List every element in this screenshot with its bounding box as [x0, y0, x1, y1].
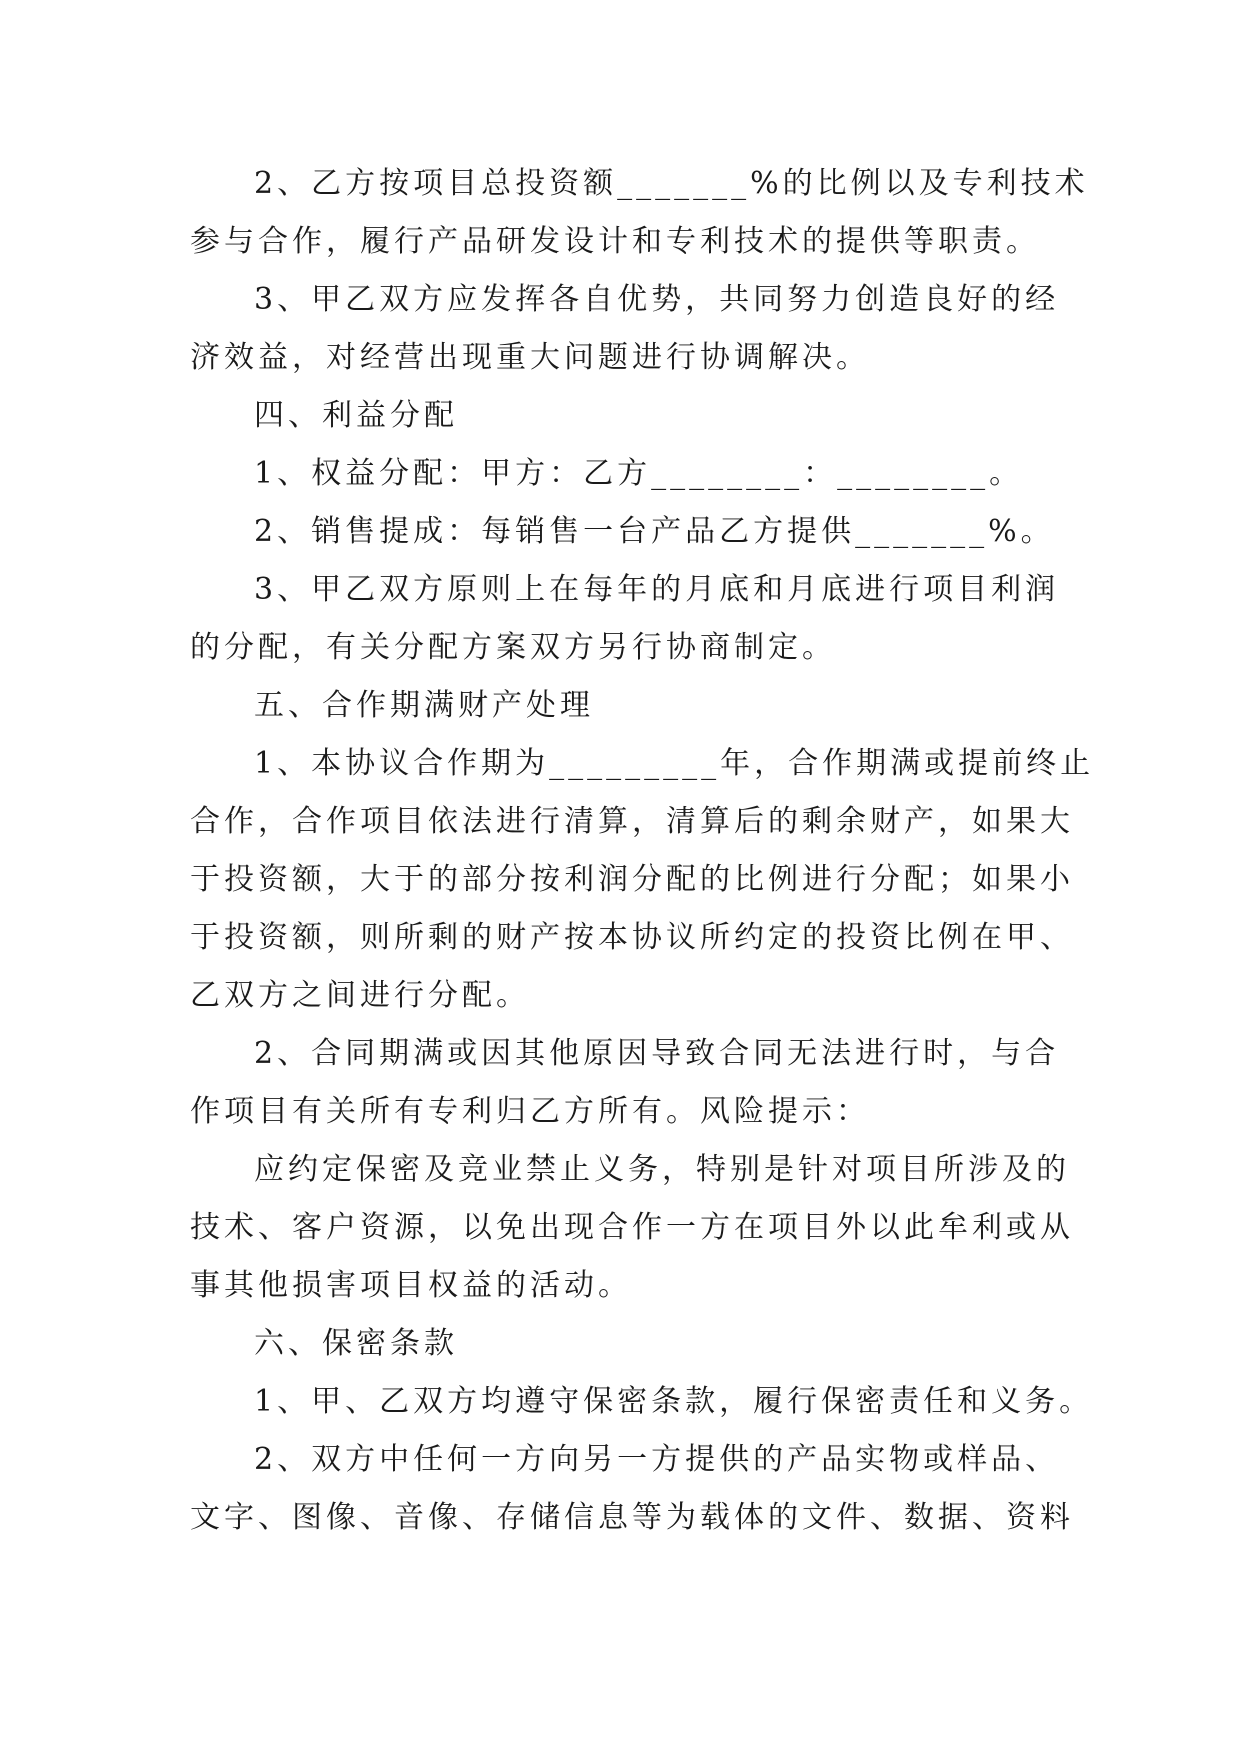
- text-line: 1、权益分配：甲方：乙方________：________。: [254, 456, 1024, 491]
- document-page: [190, 155, 1095, 1547]
- text-line: 参与合作，履行产品研发设计和专利技术的提供等职责。: [190, 224, 1040, 259]
- text-line: 2、双方中任何一方向另一方提供的产品实物或样品、: [254, 1442, 1060, 1477]
- text-line: 技术、客户资源，以免出现合作一方在项目外以此牟利或从: [190, 1210, 1074, 1245]
- text-line: 3、甲乙双方原则上在每年的月底和月底进行项目利润: [254, 572, 1060, 607]
- section-heading: 四、利益分配: [254, 398, 458, 433]
- text-line: 应约定保密及竞业禁止义务，特别是针对项目所涉及的: [254, 1152, 1070, 1187]
- text-line: 济效益，对经营出现重大问题进行协调解决。: [190, 340, 870, 375]
- text-line: 1、甲、乙双方均遵守保密条款，履行保密责任和义务。: [254, 1384, 1094, 1419]
- text-line: 1、本协议合作期为_________年，合作期满或提前终止: [254, 746, 1095, 781]
- section-heading: 六、保密条款: [254, 1326, 458, 1361]
- text-line: 2、合同期满或因其他原因导致合同无法进行时，与合: [254, 1036, 1060, 1071]
- text-line: 于投资额，大于的部分按利润分配的比例进行分配；如果小: [190, 862, 1074, 897]
- text-line: 于投资额，则所剩的财产按本协议所约定的投资比例在甲、: [190, 920, 1074, 955]
- text-line: 作项目有关所有专利归乙方所有。风险提示：: [190, 1094, 870, 1129]
- section-heading: 五、合作期满财产处理: [254, 688, 594, 723]
- text-line: 乙双方之间进行分配。: [190, 978, 530, 1013]
- text-line: 3、甲乙双方应发挥各自优势，共同努力创造良好的经: [254, 282, 1060, 317]
- text-line: 文字、图像、音像、存储信息等为载体的文件、数据、资料: [190, 1500, 1074, 1535]
- text-line: 合作，合作项目依法进行清算，清算后的剩余财产，如果大: [190, 804, 1074, 839]
- text-line: 的分配，有关分配方案双方另行协商制定。: [190, 630, 836, 665]
- text-line: 2、销售提成：每销售一台产品乙方提供_______%。: [254, 514, 1055, 549]
- text-line: 事其他损害项目权益的活动。: [190, 1268, 632, 1303]
- text-line: 2、乙方按项目总投资额_______%的比例以及专利技术: [254, 166, 1089, 201]
